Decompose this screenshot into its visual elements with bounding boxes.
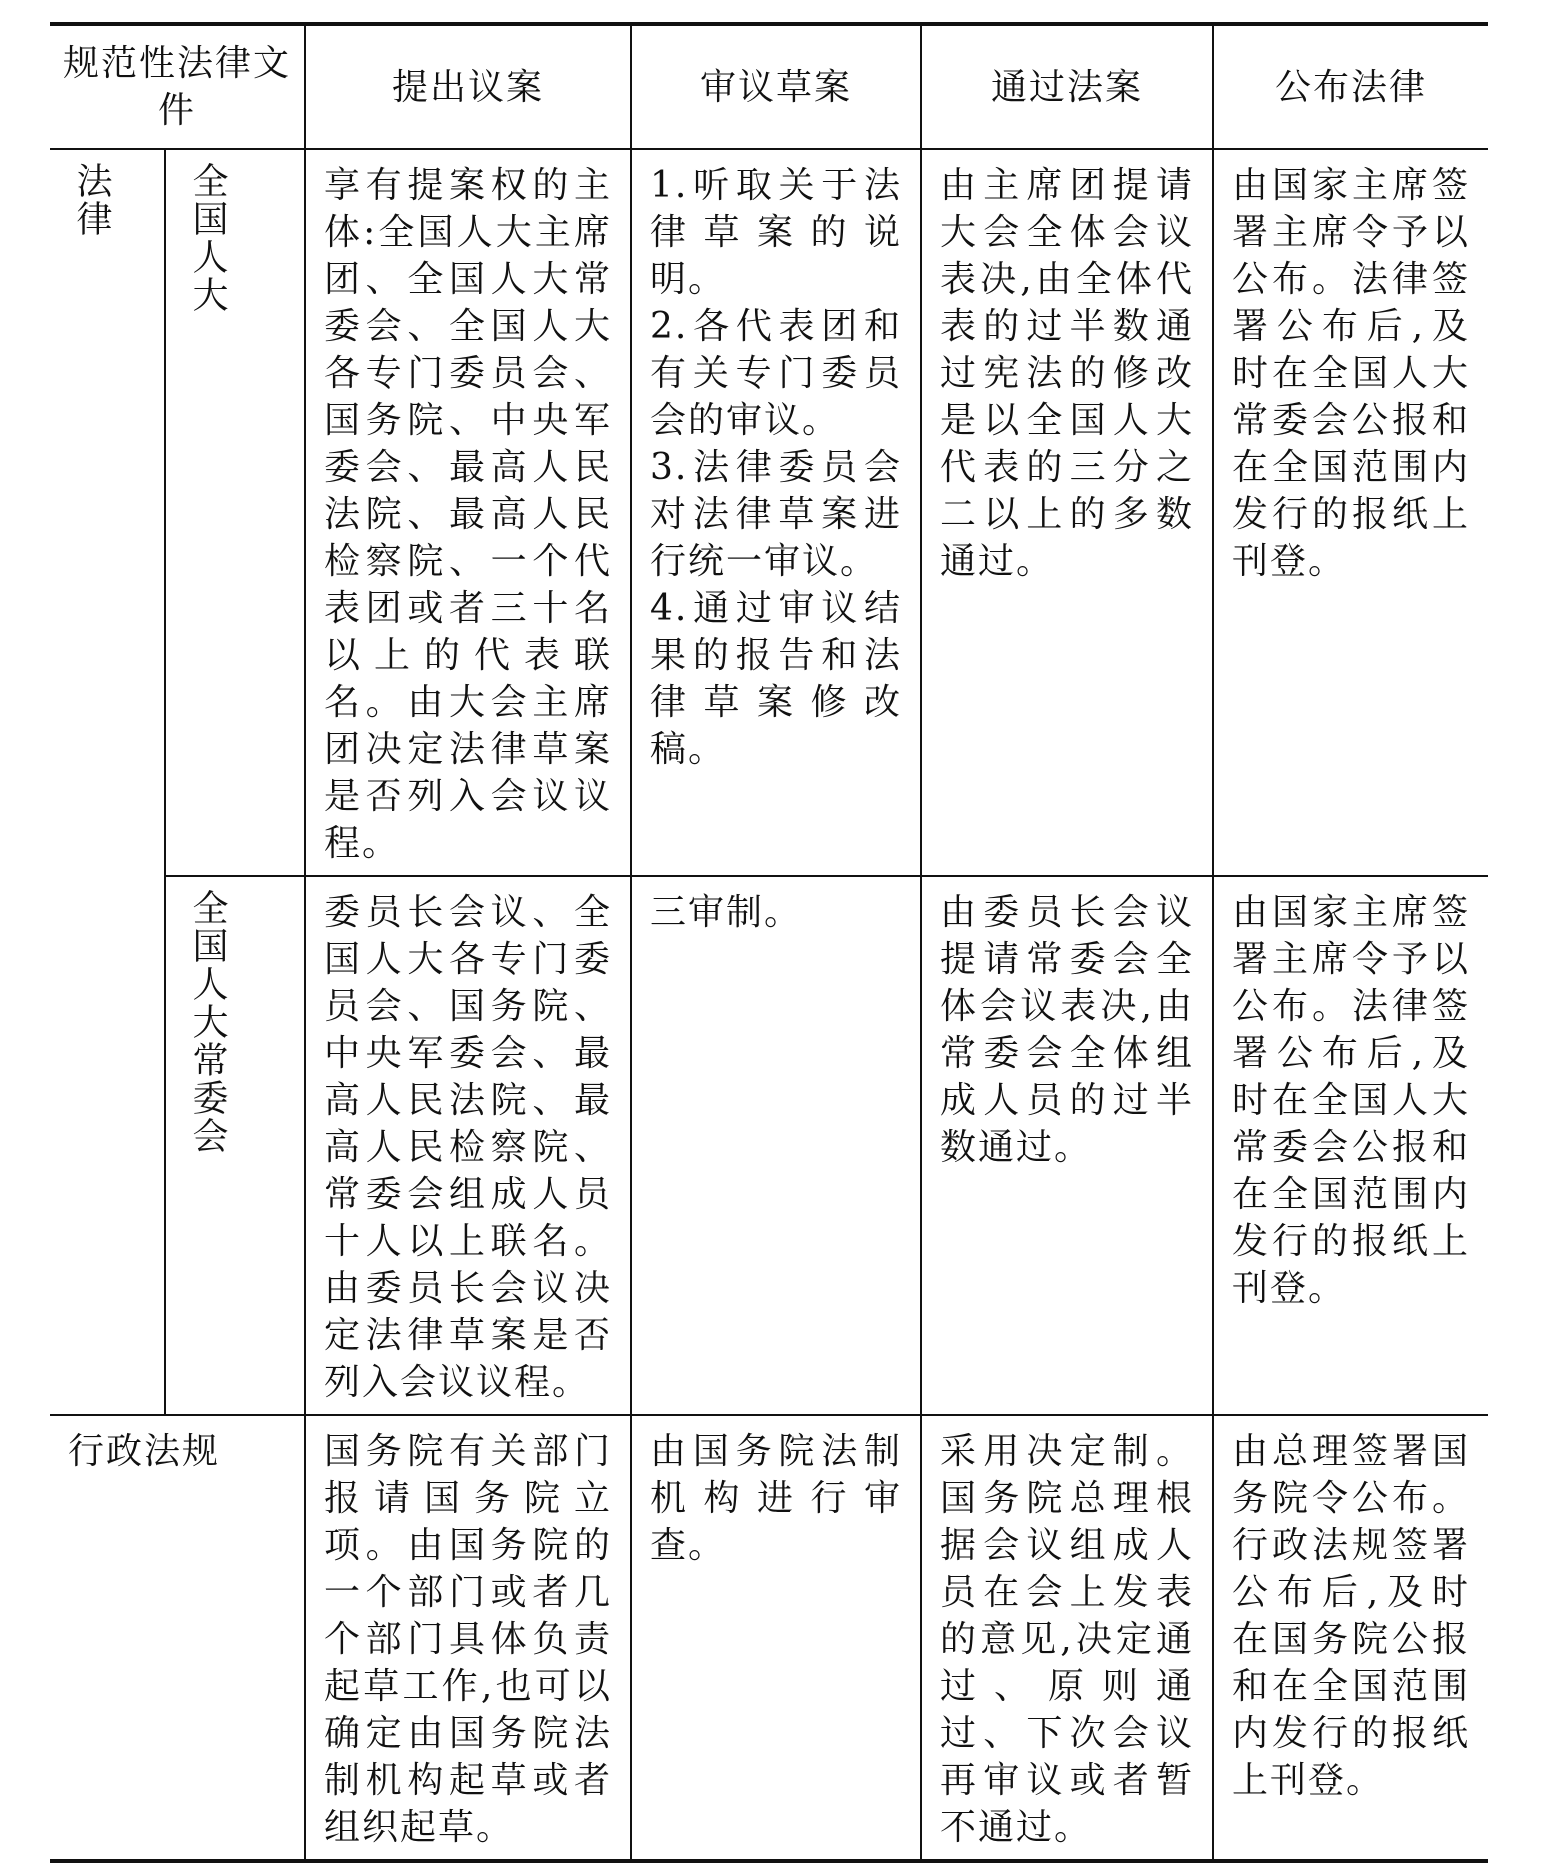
row-label-admin-regulation: 行政法规	[50, 1415, 305, 1861]
cell-npc-publish: 由国家主席签署主席令予以公布。法律签署公布后,及时在全国人大常委会公报和在全国范围内发行的报纸上刊登。	[1213, 149, 1488, 876]
table-row-npcsc	[50, 876, 1488, 1415]
row-label-npc	[165, 149, 305, 876]
cell-npcsc-propose: 委员长会议、全国人大各专门委员会、国务院、中央军委会、最高人民法院、最高人民检察院、常委会组成人员十人以上联名。由委员长会议决定法律草案是否列入会议议程。	[305, 876, 631, 1415]
cell-admin-publish: 由总理签署国务院令公布。行政法规签署公布后,及时在国务院公报和在全国范围内发行的报纸上刊登。	[1213, 1415, 1488, 1861]
cell-npcsc-publish: 由国家主席签署主席令予以公布。法律签署公布后,及时在全国人大常委会公报和在全国范围内发行的报纸上刊登。	[1213, 876, 1488, 1415]
header-publish: 公布法律	[1213, 24, 1488, 149]
legislation-procedure-table	[50, 22, 1488, 1863]
cell-npc-review	[631, 149, 921, 876]
row-label-npcsc	[165, 876, 305, 1415]
review-step-3: 3.法律委员会对法律草案进行统一审议。	[650, 447, 903, 582]
cell-npcsc-pass: 由委员长会议提请常委会全体会议表决,由常委会全体组成人员的过半数通过。	[921, 876, 1213, 1415]
row-label-npcsc-text: 全国人大常委会	[187, 889, 228, 1155]
header-pass: 通过法案	[921, 24, 1213, 149]
cell-npcsc-review	[631, 876, 921, 1415]
review-text: 三审制。	[650, 892, 803, 933]
header-document-type: 规范性法律文件	[50, 24, 305, 149]
table-row-npc	[50, 149, 1488, 876]
row-label-npc-text: 全国人大	[187, 162, 228, 314]
header-propose: 提出议案	[305, 24, 631, 149]
review-step-2: 2.各代表团和有关专门委员会的审议。	[650, 306, 903, 441]
cell-npc-propose: 享有提案权的主体:全国人大主席团、全国人大常委会、全国人大各专门委员会、国务院、中央军委会、最高人民法院、最高人民检察院、一个代表团或者三十名以上的代表联名。由大会主席团决定法律草案是否列入会议议程。	[305, 149, 631, 876]
group-label-law-text: 法律	[71, 162, 112, 238]
cell-admin-propose: 国务院有关部门报请国务院立项。由国务院的一个部门或者几个部门具体负责起草工作,也可以确定由国务院法制机构起草或者组织起草。	[305, 1415, 631, 1861]
review-step-4: 4.通过审议结果的报告和法律草案修改稿。	[650, 588, 903, 770]
review-text: 由国务院法制机构进行审查。	[650, 1431, 903, 1566]
header-review: 审议草案	[631, 24, 921, 149]
cell-npc-pass: 由主席团提请大会全体会议表决,由全体代表的过半数通过宪法的修改是以全国人大代表的三分之二以上的多数通过。	[921, 149, 1213, 876]
group-label-law	[50, 149, 165, 1415]
table-row-admin-regulation	[50, 1415, 1488, 1861]
cell-admin-review	[631, 1415, 921, 1861]
review-step-1: 1.听取关于法律草案的说明。	[650, 165, 903, 300]
table-header-row	[50, 24, 1488, 149]
cell-admin-pass: 采用决定制。国务院总理根据会议组成人员在会上发表的意见,决定通过、原则通过、下次会议再审议或者暂不通过。	[921, 1415, 1213, 1861]
